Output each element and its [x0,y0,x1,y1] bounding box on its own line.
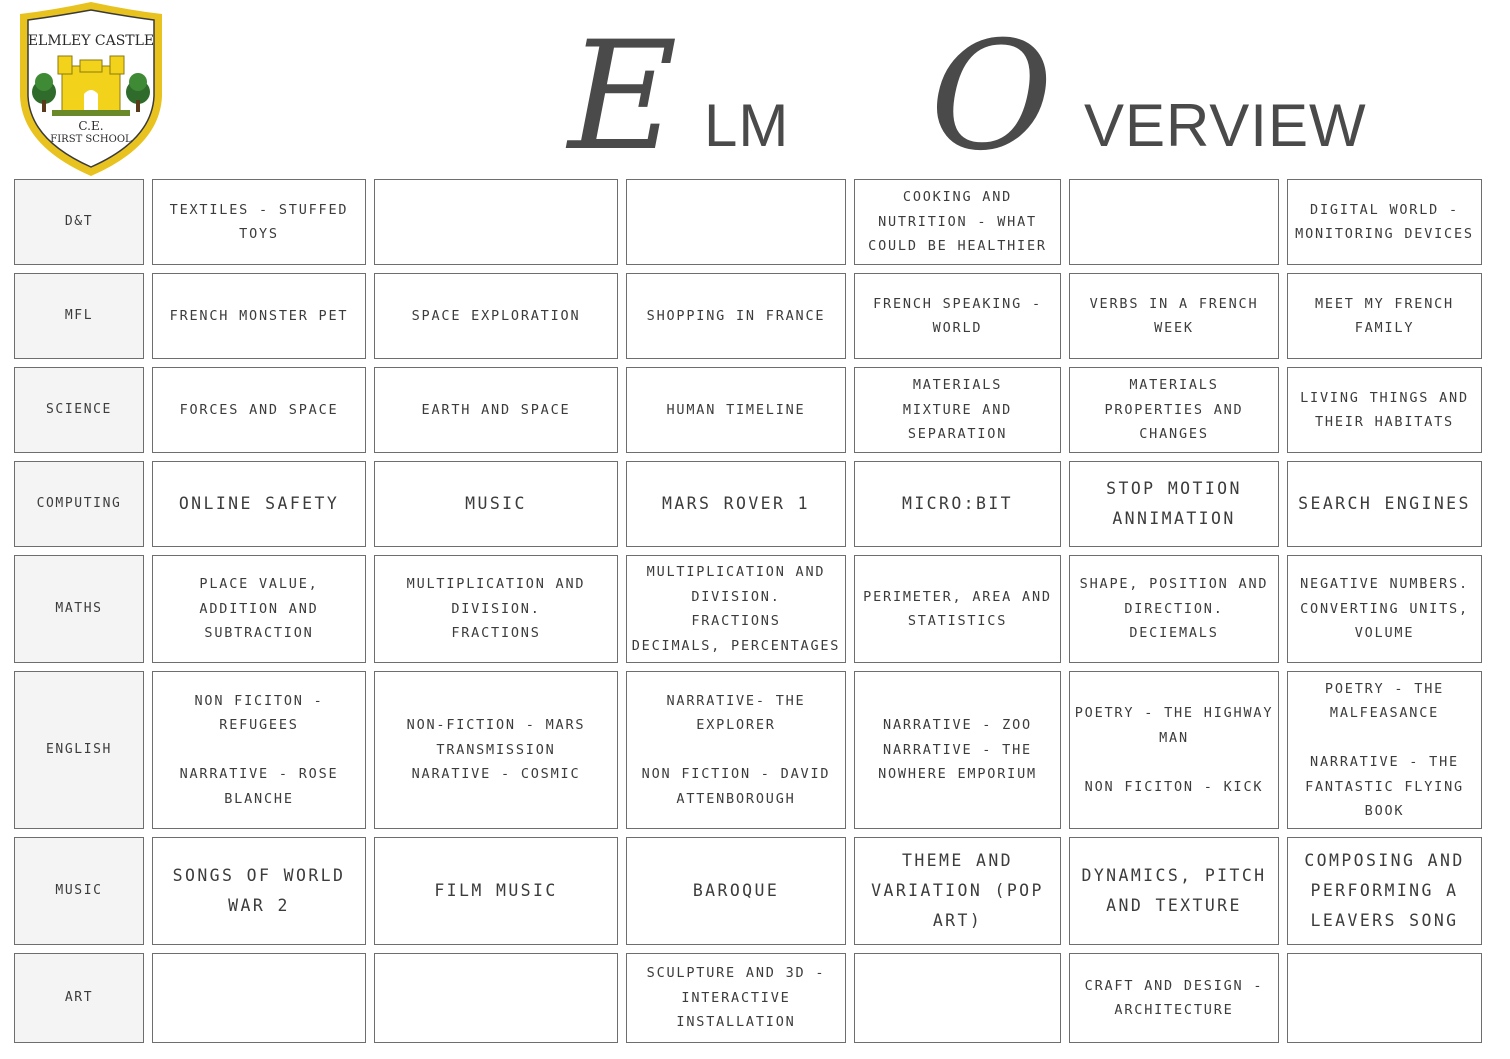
topic-cell: TEXTILES - STUFFED TOYS [152,179,366,265]
topic-cell: NON-FICTION - MARS TRANSMISSION NARATIVE - COSMIC [374,671,618,829]
topic-cell: COOKING AND NUTRITION - WHAT COULD BE HEALTHIER [854,179,1061,265]
topic-cell: SONGS OF WORLD WAR 2 [152,837,366,945]
svg-text:FIRST SCHOOL: FIRST SCHOOL [50,134,132,145]
topic-cell: DIGITAL WORLD - MONITORING DEVICES [1287,179,1482,265]
topic-cell: FORCES AND SPACE [152,367,366,453]
topic-cell: MEET MY FRENCH FAMILY [1287,273,1482,359]
topic-cell: COMPOSING AND PERFORMING A LEAVERS SONG [1287,837,1482,945]
title-rest-lm: LM [704,92,790,159]
subject-label: ART [14,953,144,1043]
topic-cell: PLACE VALUE, ADDITION AND SUBTRACTION [152,555,366,663]
topic-cell: NON FICITON - REFUGEES NARRATIVE - ROSE BLANCHE [152,671,366,829]
topic-cell: FILM MUSIC [374,837,618,945]
topic-cell: POETRY - THE HIGHWAY MAN NON FICITON - KICK [1069,671,1279,829]
topic-cell [374,179,618,265]
topic-cell: NEGATIVE NUMBERS. CONVERTING UNITS, VOLUME [1287,555,1482,663]
subject-label: ENGLISH [14,671,144,829]
topic-cell: HUMAN TIMELINE [626,367,846,453]
page-title-word-overview [930,10,1367,184]
svg-text:C.E.: C.E. [78,119,104,133]
topic-cell [626,179,846,265]
svg-text:ELMLEY CASTLE: ELMLEY CASTLE [27,33,155,49]
title-initial-o: O [930,10,1053,184]
topic-cell: CRAFT AND DESIGN - ARCHITECTURE [1069,953,1279,1043]
topic-cell: SEARCH ENGINES [1287,461,1482,547]
topic-cell: PERIMETER, AREA AND STATISTICS [854,555,1061,663]
topic-cell: SHAPE, POSITION AND DIRECTION. DECIEMALS [1069,555,1279,663]
title-initial-e: E [568,10,678,184]
topic-cell [854,953,1061,1043]
topic-cell: MATERIALS MIXTURE AND SEPARATION [854,367,1061,453]
topic-cell: EARTH AND SPACE [374,367,618,453]
topic-cell: SPACE EXPLORATION [374,273,618,359]
topic-cell: STOP MOTION ANNIMATION [1069,461,1279,547]
topic-cell: LIVING THINGS AND THEIR HABITATS [1287,367,1482,453]
subject-label: D&T [14,179,144,265]
topic-cell: MULTIPLICATION AND DIVISION. FRACTIONS [374,555,618,663]
topic-cell: BAROQUE [626,837,846,945]
topic-cell: NARRATIVE - ZOO NARRATIVE - THE NOWHERE EMPORIUM [854,671,1061,829]
topic-cell: SHOPPING IN FRANCE [626,273,846,359]
topic-cell [152,953,366,1043]
topic-cell: FRENCH MONSTER PET [152,273,366,359]
topic-cell: MICRO:BIT [854,461,1061,547]
topic-cell: MUSIC [374,461,618,547]
curriculum-overview-grid [14,179,1482,1047]
topic-cell: MULTIPLICATION AND DIVISION. FRACTIONS DECIMALS, PERCENTAGES [626,555,846,663]
topic-cell [1069,179,1279,265]
school-crest-icon [14,0,168,178]
topic-cell: SCULPTURE AND 3D - INTERACTIVE INSTALLATION [626,953,846,1043]
topic-cell [374,953,618,1043]
topic-cell: ONLINE SAFETY [152,461,366,547]
subject-label: SCIENCE [14,367,144,453]
subject-label: MUSIC [14,837,144,945]
topic-cell [1287,953,1482,1043]
topic-cell: THEME AND VARIATION (POP ART) [854,837,1061,945]
subject-label: COMPUTING [14,461,144,547]
topic-cell: NARRATIVE- THE EXPLORER NON FICTION - DAVID ATTENBOROUGH [626,671,846,829]
school-crest-logo [14,0,168,178]
topic-cell: FRENCH SPEAKING - WORLD [854,273,1061,359]
subject-label: MFL [14,273,144,359]
topic-cell: MATERIALS PROPERTIES AND CHANGES [1069,367,1279,453]
topic-cell: MARS ROVER 1 [626,461,846,547]
title-rest-verview: VERVIEW [1084,92,1367,159]
page-title-word-elm [568,10,798,184]
topic-cell: DYNAMICS, PITCH AND TEXTURE [1069,837,1279,945]
topic-cell: VERBS IN A FRENCH WEEK [1069,273,1279,359]
topic-cell: POETRY - THE MALFEASANCE NARRATIVE - THE FANTASTIC FLYING BOOK [1287,671,1482,829]
subject-label: MATHS [14,555,144,663]
